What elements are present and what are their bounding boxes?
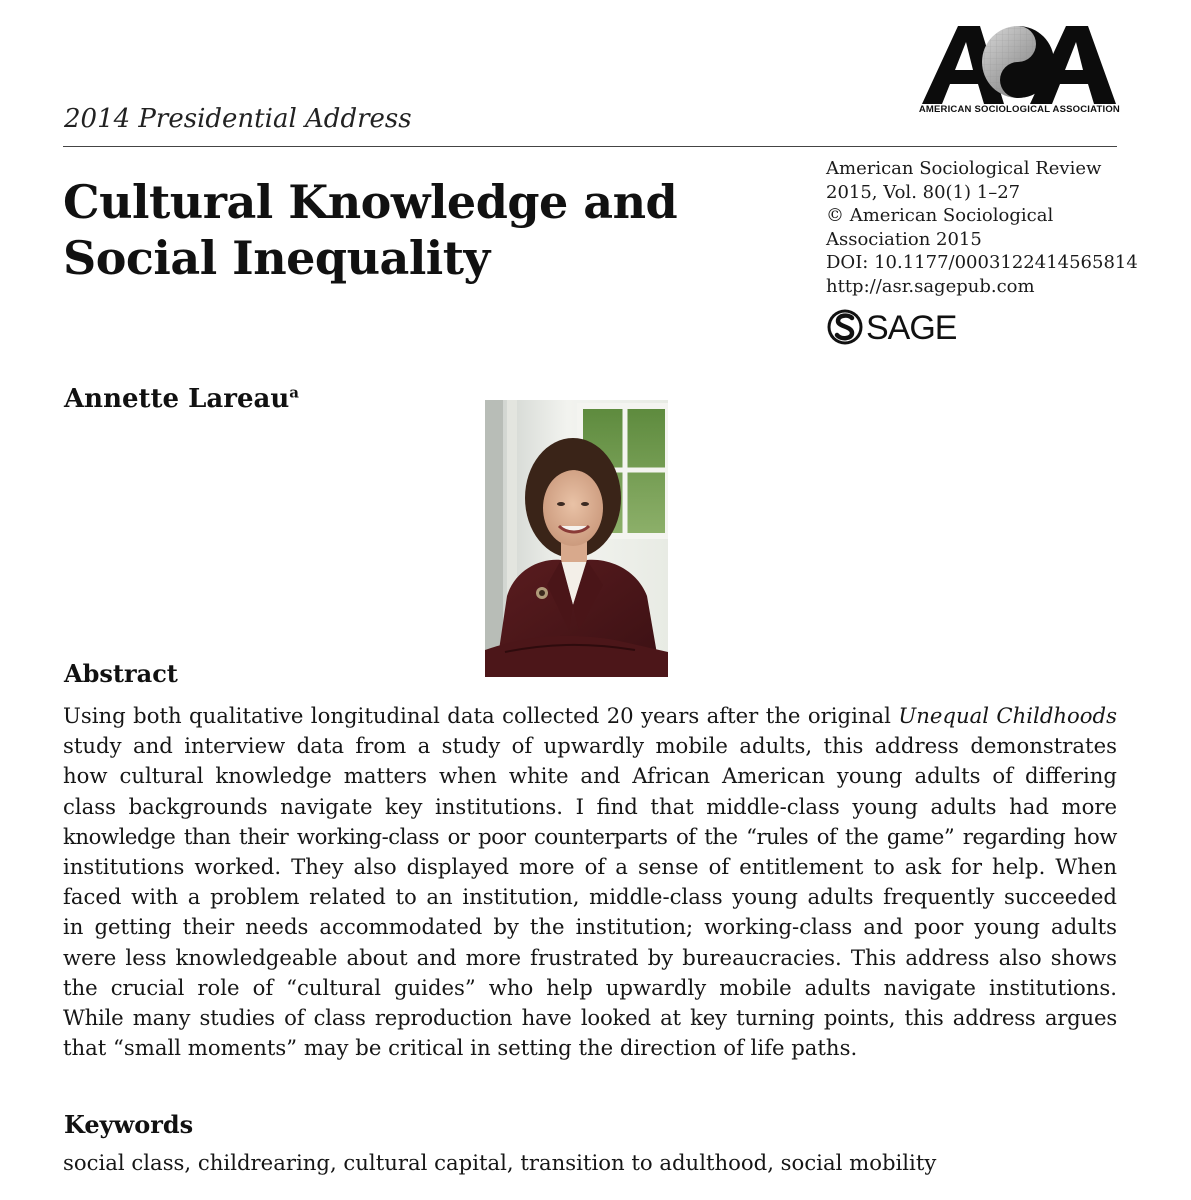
abstract-line: were less knowledgeable about and more frustrated by bureaucracies. This address also shows	[63, 944, 1117, 970]
journal-url: http://asr.sagepub.com	[826, 275, 1035, 297]
asa-logo-caption: AMERICAN SOCIOLOGICAL ASSOCIATION	[918, 104, 1120, 115]
abstract-line: study and interview data from a study of upwardly mobile adults, this address demonstrates	[63, 733, 1117, 759]
abstract-line: knowledge than their working-class or poor counterparts of the “rules of the game” regarding how	[63, 823, 1117, 849]
abstract-book-title: Unequal Childhoods	[898, 703, 1117, 728]
abstract-line: how cultural knowledge matters when white and African American young adults of differing	[63, 763, 1117, 789]
author-affiliation-mark: a	[289, 383, 299, 402]
abstract-line: the crucial role of “cultural guides” who help upwardly mobile adults navigate institutions.	[63, 974, 1117, 1000]
publication-info	[826, 157, 1156, 298]
abstract-line: institutions worked. They also displayed more of a sense of entitlement to ask for help. When	[63, 854, 1117, 880]
copyright-line-1: © American Sociological	[826, 205, 1054, 226]
copyright-line-2: Association 2015	[826, 228, 982, 250]
author-photo	[485, 400, 668, 677]
title-line-2: Social Inequality	[63, 231, 490, 285]
asa-logo	[918, 22, 1120, 122]
abstract-body	[63, 701, 1117, 1063]
doi: DOI: 10.1177/0003122414565814	[826, 252, 1138, 273]
title-line-1: Cultural Knowledge and	[63, 175, 678, 229]
volume-info: 2015, Vol. 80(1) 1–27	[826, 181, 1021, 203]
author-name-text: Annette Lareau	[64, 384, 290, 414]
sage-logo	[826, 306, 986, 348]
abstract-line: faced with a problem related to an institution, middle-class young adults frequently succeeded	[63, 884, 1117, 910]
section-label: 2014 Presidential Address	[64, 104, 412, 134]
article-title	[63, 174, 783, 286]
abstract-line: that “small moments” may be critical in setting the direction of life paths.	[63, 1035, 858, 1061]
header-divider	[63, 146, 1117, 147]
author-name	[64, 384, 299, 414]
abstract-line	[63, 701, 1117, 731]
sage-s-icon	[826, 306, 864, 348]
abstract-line-text: Using both qualitative longitudinal data collected 20 years after the original	[63, 703, 899, 728]
asa-logo-mark	[918, 22, 1120, 106]
author-portrait-image	[485, 400, 668, 677]
keywords-heading: Keywords	[64, 1110, 194, 1139]
sage-wordmark: SAGE	[866, 309, 957, 347]
abstract-line: While many studies of class reproduction have looked at key turning points, this address argues	[63, 1005, 1117, 1031]
abstract-line: in getting their needs accommodated by the institution; working-class and poor young adults	[63, 914, 1117, 940]
abstract-heading: Abstract	[64, 659, 178, 688]
journal-name: American Sociological Review	[826, 158, 1102, 179]
keywords-list: social class, childrearing, cultural capital, transition to adulthood, social mobility	[63, 1150, 937, 1175]
abstract-line: class backgrounds navigate key institutions. I find that middle-class young adults had more	[63, 793, 1117, 819]
